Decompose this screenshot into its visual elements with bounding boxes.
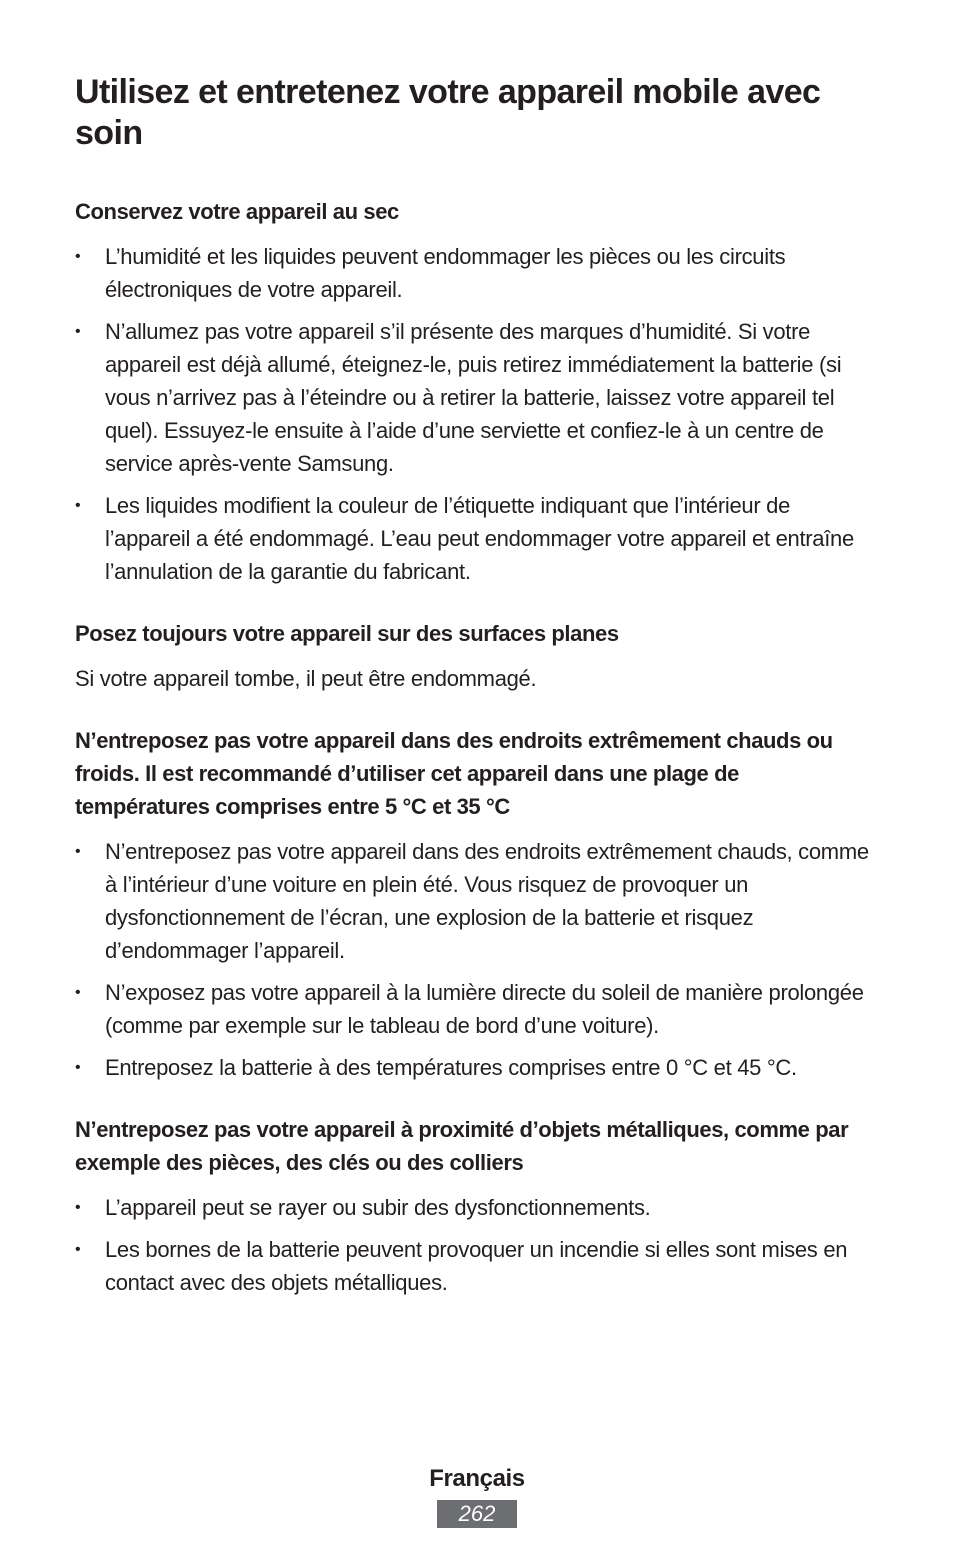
section-keep-dry xyxy=(75,195,875,588)
document-page xyxy=(75,72,875,1328)
bullet-list xyxy=(75,240,875,588)
list-item: • Les bornes de la batterie peuvent provoquer un incendie si elles sont mises en contact avec des objets métalliques. xyxy=(75,1233,875,1299)
list-item: • L’appareil peut se rayer ou subir des dysfonctionnements. xyxy=(75,1191,875,1224)
bullet-icon: • xyxy=(75,984,81,1001)
section-heading: Posez toujours votre appareil sur des surfaces planes xyxy=(75,621,619,646)
bullet-icon: • xyxy=(75,1059,81,1076)
list-item: • Les liquides modifient la couleur de l’étiquette indiquant que l’intérieur de l’appareil a été endommagé. L’eau peut endommager votre appareil et entraîne l’annulation de la garantie du fabricant. xyxy=(75,489,875,588)
bullet-list xyxy=(75,835,875,1084)
bullet-icon: • xyxy=(75,248,81,265)
section-text: Si votre appareil tombe, il peut être endommagé. xyxy=(75,666,537,691)
bullet-icon: • xyxy=(75,497,81,514)
section-heading: Conservez votre appareil au sec xyxy=(75,199,399,224)
section-temperatures xyxy=(75,724,875,1084)
section-heading: N’entreposez pas votre appareil à proximité d’objets métalliques, comme par exemple des pièces, des clés ou des colliers xyxy=(75,1117,849,1175)
list-item: • N’entreposez pas votre appareil dans des endroits extrêmement chauds, comme à l’intérieur d’une voiture en plein été. Vous risquez de provoquer un dysfonctionnement de l’écran, une explosion de la batterie et risquez d’endommager l’appareil. xyxy=(75,835,875,967)
list-item: • N’allumez pas votre appareil s’il présente des marques d’humidité. Si votre appareil est déjà allumé, éteignez-le, puis retirez immédiatement la batterie (si vous n’arrivez pas à l’éteindre ou à retirer la batterie, laissez votre appareil tel quel). Essuyez-le ensuite à l’aide d’une serviette et confiez-le à un centre de service après-vente Samsung. xyxy=(75,315,875,480)
list-item: • N’exposez pas votre appareil à la lumière directe du soleil de manière prolongée (comme par exemple sur le tableau de bord d’une voiture). xyxy=(75,976,875,1042)
list-item: • L’humidité et les liquides peuvent endommager les pièces ou les circuits électroniques de votre appareil. xyxy=(75,240,875,306)
page-title: Utilisez et entretenez votre appareil mobile avec soin xyxy=(75,73,821,152)
footer-language: Français xyxy=(429,1465,525,1492)
section-heading: N’entreposez pas votre appareil dans des endroits extrêmement chauds ou froids. Il est recommandé d’utiliser cet appareil dans une plage de températures comprises entre 5 °C et 35 °C xyxy=(75,728,833,819)
bullet-icon: • xyxy=(75,843,81,860)
page-number-badge: 262 xyxy=(437,1500,518,1528)
bullet-list xyxy=(75,1191,875,1299)
list-item: • Entreposez la batterie à des températures comprises entre 0 °C et 45 °C. xyxy=(75,1051,875,1084)
bullet-icon: • xyxy=(75,323,81,340)
page-footer xyxy=(0,1462,954,1528)
section-metal-objects xyxy=(75,1113,875,1299)
bullet-icon: • xyxy=(75,1199,81,1216)
bullet-icon: • xyxy=(75,1241,81,1258)
section-flat-surfaces xyxy=(75,617,875,695)
